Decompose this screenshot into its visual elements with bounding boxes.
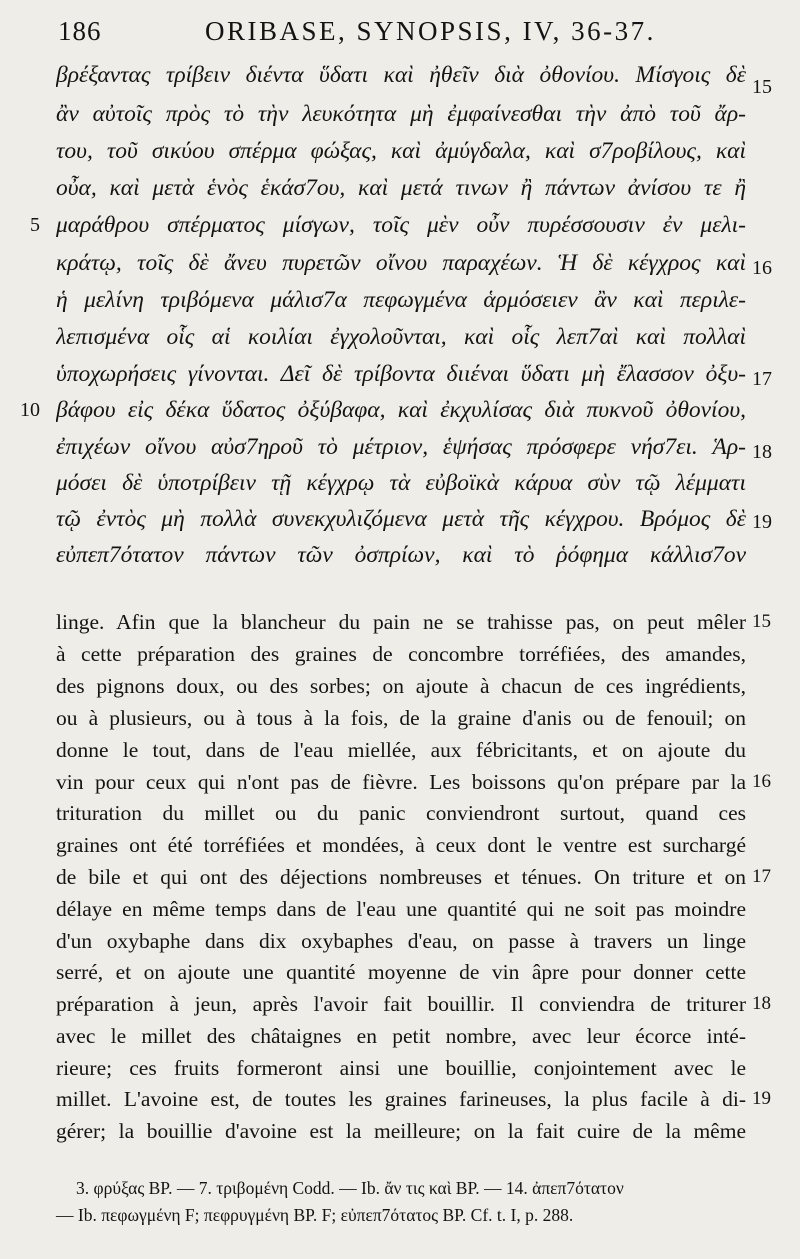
line-number: 5	[30, 214, 40, 236]
greek-line: ἂν αὐτοῖς πρὸς τὸ τὴν λευκότητα μὴ ἐμφαίνεσθαι τὴν ἀπὸ τοῦ ἄρ-	[56, 101, 746, 127]
page-number: 186	[58, 16, 102, 46]
french-line: d'un oxybaphe dans dix oxybaphes d'eau, on passe à travers un linge	[56, 929, 746, 953]
greek-line: του, τοῦ σικύου σπέρμα φώξας, καὶ ἀμύγδαλα, καὶ σ7ροβίλους, καὶ	[56, 138, 746, 164]
french-line: millet. L'avoine est, de toutes les graines farineuses, la plus facile à di-	[56, 1087, 746, 1111]
greek-line: μόσει δὲ ὑποτρίβειν τῇ κέγχρῳ τὰ εὐβοϊκὰ κάρυα σὺν τῷ λέμματι	[56, 470, 746, 496]
french-line: graines ont été torréfiées et mondées, à ceux dont le ventre est surchargé	[56, 833, 746, 857]
greek-line: ἐπιχέων οἴνου αὐσ7ηροῦ τὸ μέτριον, ἑψήσας πρόσφερε νήσ7ει. Ἁρ-	[56, 434, 746, 460]
greek-line: εὐπεπ7ότατον πάντων τῶν ὀσπρίων, καὶ τὸ ῥόφημα κάλλισ7ον	[56, 542, 746, 568]
greek-line: ὑποχωρήσεις γίνονται. Δεῖ δὲ τρίβοντα διιέναι ὕδατι μὴ ἔλασσον ὀξυ-	[56, 361, 746, 387]
french-line: vin pour ceux qui n'ont pas de fièvre. Les boissons qu'on prépare par la	[56, 770, 746, 794]
section-number: 17	[752, 368, 772, 390]
greek-line: λεπισμένα οἷς αἱ κοιλίαι ἐγχολοῦνται, καὶ οἷς λεπ7αὶ καὶ πολλαὶ	[56, 324, 746, 350]
french-line: rieure; ces fruits formeront ainsi une bouillie, conjointement avec le	[56, 1056, 746, 1080]
greek-line: ἡ μελίνη τριβόμενα μάλισ7α πεφωγμένα ἁρμόσειεν ἂν καὶ περιλε-	[56, 287, 746, 313]
french-line: préparation à jeun, après l'avoir fait bouillir. Il conviendra de triturer	[56, 992, 746, 1016]
section-number: 16	[752, 257, 772, 279]
page-header	[0, 14, 800, 50]
section-number: 18	[752, 441, 772, 463]
french-line: ou à plusieurs, ou à tous à la fois, de la graine d'anis ou de fenouil; on	[56, 706, 746, 730]
french-line: donne le tout, dans de l'eau miellée, aux fébricitants, et on ajoute du	[56, 738, 746, 762]
footnote-line: 3. φρύξας BP. — 7. τριβομένη Codd. — Ib. ἄν τις καὶ BP. — 14. ἀπεπ7ότατον	[76, 1178, 624, 1198]
greek-line: οὖα, καὶ μετὰ ἑνὸς ἑκάσ7ου, καὶ μετά τινων ἢ πάντων ἀνίσου τε ἢ	[56, 175, 746, 201]
french-line: gérer; la bouillie d'avoine est la meilleure; on la fait cuire de la même	[56, 1119, 746, 1143]
greek-line: βάφου εἰς δέκα ὕδατος ὀξύβαφα, καὶ ἐκχυλίσας διὰ πυκνοῦ ὀθονίου,	[56, 397, 746, 423]
greek-line: τῷ ἐντὸς μὴ πολλὰ συνεκχυλιζόμενα μετὰ τῆς κέγχρου. Βρόμος δὲ	[56, 506, 746, 532]
section-number: 16	[752, 771, 771, 792]
french-line: délaye en même temps dans de l'eau une quantité qui ne soit pas moindre	[56, 897, 746, 921]
greek-line: κράτῳ, τοῖς δὲ ἄνευ πυρετῶν οἴνου παραχέων. Ἡ δὲ κέγχρος καὶ	[56, 250, 746, 276]
section-number: 15	[752, 76, 772, 98]
section-number: 15	[752, 611, 771, 632]
french-line: serré, et on ajoute une quantité moyenne de vin âpre pour donner cette	[56, 960, 746, 984]
french-line: trituration du millet ou du panic conviendront surtout, quand ces	[56, 801, 746, 825]
greek-line: βρέξαντας τρίβειν διέντα ὕδατι καὶ ἠθεῖν διὰ ὀθονίου. Μίσγοις δὲ	[56, 62, 746, 88]
footnote-line: — Ib. πεφωγμένη F; πεφρυγμένη BP. F; εὐπεπ7ότατος BP. Cf. t. I, p. 288.	[56, 1205, 574, 1225]
section-number: 18	[752, 993, 771, 1014]
french-line: de bile et qui ont des déjections nombreuses et ténues. On triture et on	[56, 865, 746, 889]
french-line: linge. Afin que la blancheur du pain ne se trahisse pas, on peut mêler	[56, 610, 746, 634]
section-number: 19	[752, 511, 772, 533]
greek-line: μαράθρου σπέρματος μίσγων, τοῖς μὲν οὖν πυρέσσουσιν ἐν μελι-	[56, 212, 746, 238]
french-line: avec le millet des châtaignes en petit nombre, avec leur écorce inté-	[56, 1024, 746, 1048]
french-line: des pignons doux, ou des sorbes; on ajoute à chacun de ces ingrédients,	[56, 674, 746, 698]
section-number: 17	[752, 866, 771, 887]
french-line: à cette préparation des graines de concombre torréfiées, des amandes,	[56, 642, 746, 666]
line-number: 10	[20, 399, 40, 421]
section-number: 19	[752, 1088, 771, 1109]
running-title: ORIBASE, SYNOPSIS, IV, 36-37.	[205, 16, 656, 46]
